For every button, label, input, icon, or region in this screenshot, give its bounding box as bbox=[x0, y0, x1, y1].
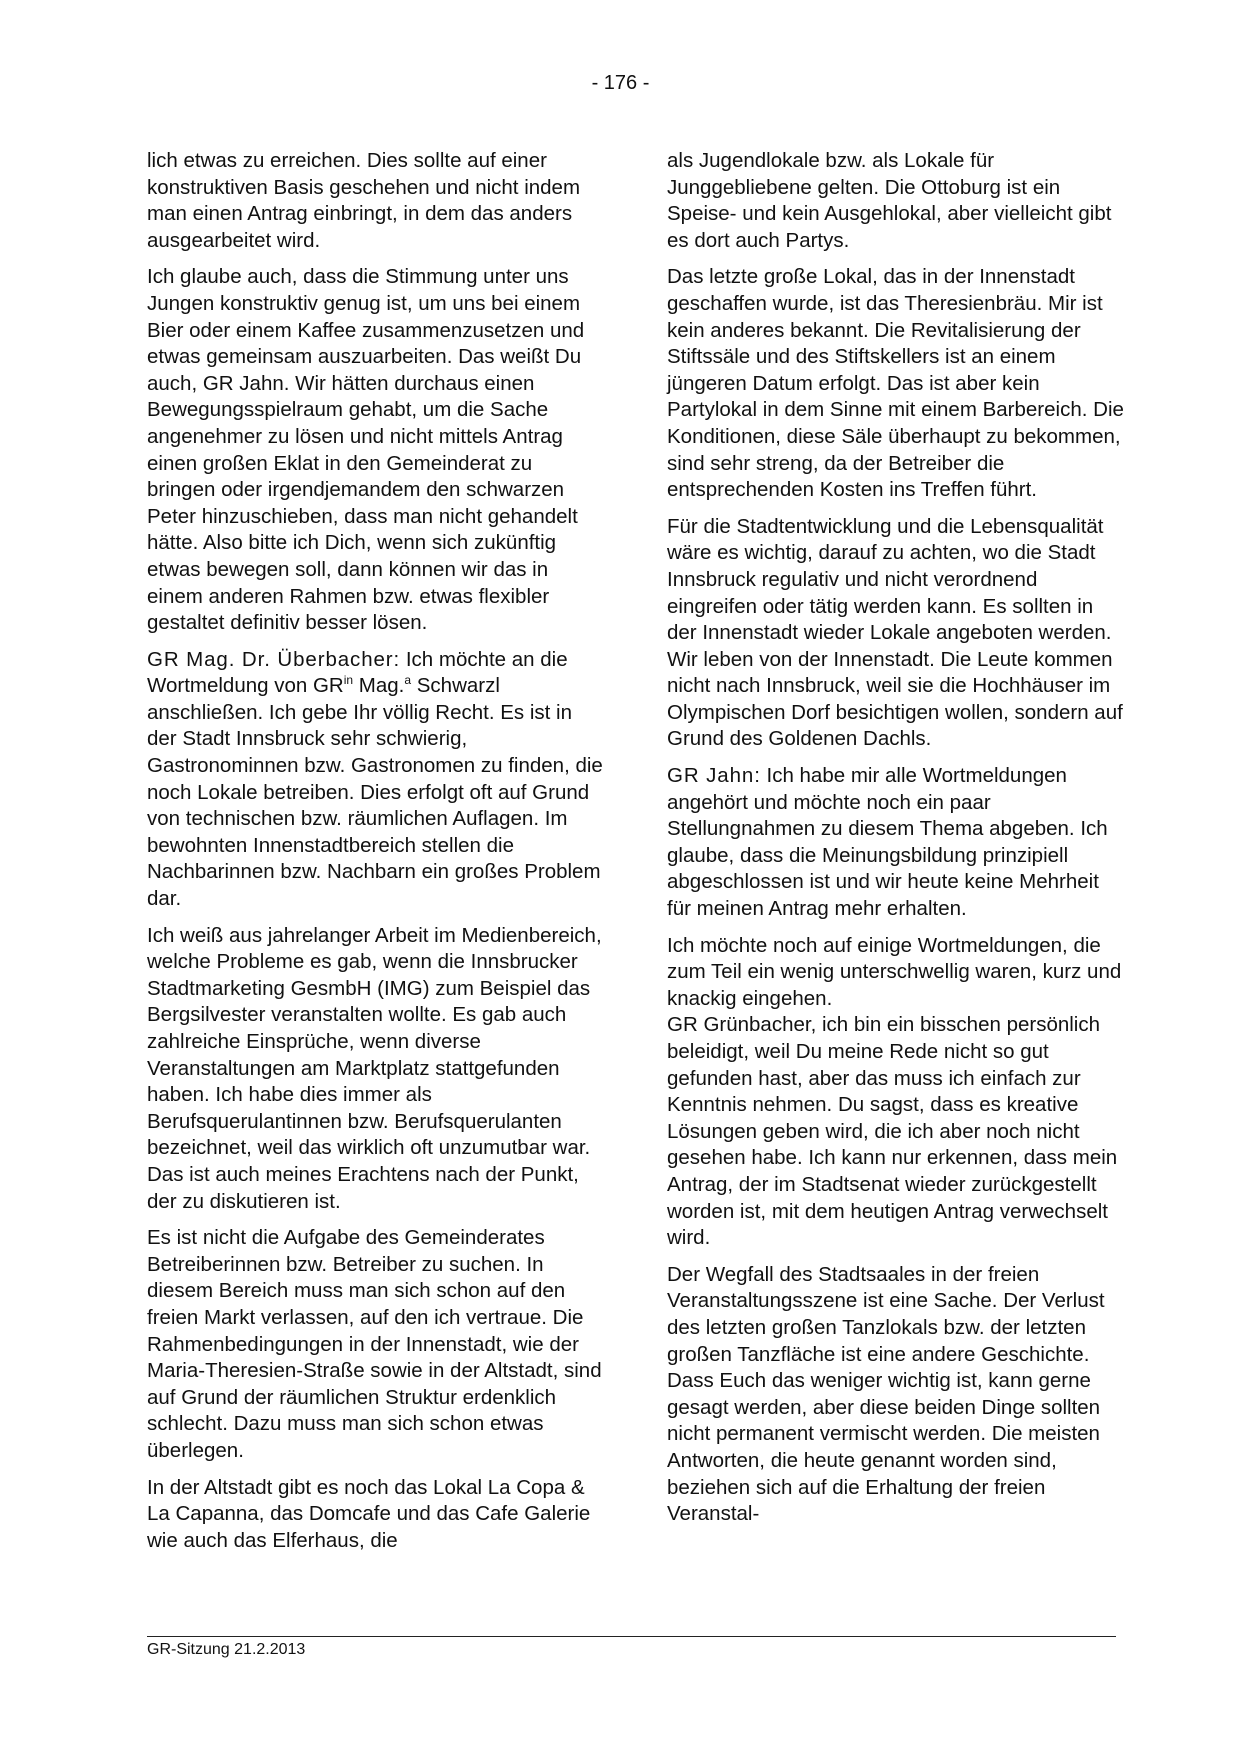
paragraph: als Jugendlokale bzw. als Lokale für Junggebliebene gelten. Die Ottoburg ist ein Speise- und kein Ausgehlokal, aber vielleicht gibt es dort auch Partys. bbox=[667, 149, 1112, 252]
page-number: - 176 - bbox=[591, 72, 650, 94]
paragraph: Das letzte große Lokal, das in der Innenstadt geschaffen wurde, ist das Theresienbräu. Mir ist kein anderes bekannt. Die Revitalisierung der Stiftssäle und des Stiftskellers ist an einem jüngeren Datum erfolgt. Das ist aber kein Partylokal in dem Sinne mit einem Barbereich. Die Konditionen, diese Säle überhaupt zu bekommen, sind sehr streng, da der Betreiber die entsprechenden Kosten ins Treffen führt. bbox=[667, 265, 1124, 502]
footer-session-label: GR-Sitzung 21.2.2013 bbox=[147, 1641, 306, 1658]
paragraph bbox=[667, 933, 1127, 1252]
paragraph: In der Altstadt gibt es noch das Lokal La Copa & La Capanna, das Domcafe und das Cafe Galerie wie auch das Elferhaus, die bbox=[147, 1475, 591, 1552]
paragraph: Für die Stadtentwicklung und die Lebensqualität wäre es wichtig, darauf zu achten, wo die Stadt Innsbruck regulativ und nicht verordnend eingreifen oder tätig werden kann. Es sollten in der Innenstadt wieder Lokale angeboten werden. Wir leben von der Innenstadt. Die Leute kommen nicht nach Innsbruck, weil sie die Hochhäuser im Olympischen Dorf besichtigen wollen, sondern auf Grund des Goldenen Dachls. bbox=[667, 514, 1123, 751]
paragraph-text: Mag. bbox=[353, 674, 405, 698]
speaker-name: GR Mag. Dr. Überbacher: bbox=[147, 647, 401, 671]
paragraph bbox=[147, 647, 603, 913]
paragraph-text: Ich möchte an die Wortmeldung von GR bbox=[147, 647, 568, 698]
paragraph: Der Wegfall des Stadtsaales in der freien Veranstaltungsszene ist eine Sache. Der Verlust des letzten großen Tanzlokals bzw. der letzten großen Tanzfläche ist eine andere Geschichte. Dass Euch das weniger wichtig ist, kann gerne gesagt werden, aber diese beiden Dinge sollten nicht permanent vermischt werden. Die meisten Antworten, die heute genannt worden sind, beziehen sich auf die Erhaltung der freien Veranstal- bbox=[667, 1262, 1105, 1526]
paragraph-text: GR Grünbacher, ich bin ein bisschen persönlich beleidigt, weil Du meine Rede nicht so gut gefunden hast, aber das muss ich einfach zur Kenntnis nehmen. Du sagst, dass es kreative Lösungen geben wird, die ich aber noch nicht gesehen habe. Ich kann nur erkennen, dass mein Antrag, der im Stadtsenat wieder zurückgestellt worden ist, mit dem heutigen Antrag verwechselt wird. bbox=[667, 1013, 1118, 1250]
paragraph-text: Ich habe mir alle Wortmeldungen angehört und möchte noch ein paar Stellungnahmen zu diesem Thema abgeben. Ich glaube, dass die Meinungsbildung prinzipiell abgeschlossen ist und wir heute keine Mehrheit für meinen Antrag mehr erhalten. bbox=[667, 764, 1108, 921]
paragraph: Ich glaube auch, dass die Stimmung unter uns Jungen konstruktiv genug ist, um uns bei einem Bier oder einem Kaffee zusammenzusetzen und etwas gemeinsam auszuarbeiten. Das weißt Du auch, GR Jahn. Wir hätten durchaus einen Bewegungsspielraum gehabt, um die Sache angenehmer zu lösen und nicht mittels Antrag einen großen Eklat in den Gemeinderat zu bringen oder irgendjemandem den schwarzen Peter hinzuschieben, dass man nicht gehandelt hätte. Also bitte ich Dich, wenn sich zukünftig etwas bewegen soll, dann können wir das in einem anderen Rahmen bzw. etwas flexibler gestaltet definitiv besser lösen. bbox=[147, 265, 585, 635]
right-column bbox=[667, 148, 1127, 1538]
paragraph-text: Schwarzl anschließen. Ich gebe Ihr völlig Recht. Es ist in der Stadt Innsbruck sehr schwierig, Gastronominnen bzw. Gastronomen zu finden, die noch Lokale betreiben. Dies erfolgt oft auf Grund von technischen bzw. räumlichen Auflagen. Im bewohnten Innenstadtbereich stellen die Nachbarinnen bzw. Nachbarn ein großes Problem dar. bbox=[147, 674, 603, 911]
superscript: in bbox=[343, 673, 354, 688]
paragraph: lich etwas zu erreichen. Dies sollte auf einer konstruktiven Basis geschehen und nicht indem man einen Antrag einbringt, in dem das anders ausgearbeitet wird. bbox=[147, 149, 581, 252]
paragraph: Ich weiß aus jahrelanger Arbeit im Medienbereich, welche Probleme es gab, wenn die Innsbrucker Stadtmarketing GesmbH (IMG) zum Beispiel das Bergsilvester veranstalten wollte. Es gab auch zahlreiche Einsprüche, wenn diverse Veranstaltungen am Marktplatz stattgefunden haben. Ich habe dies immer als Berufsquerulantinnen bzw. Berufsquerulanten bezeichnet, weil das wirklich oft unzumutbar war. Das ist auch meines Erachtens nach der Punkt, der zu diskutieren ist. bbox=[147, 923, 602, 1213]
superscript: a bbox=[404, 673, 412, 688]
paragraph: Es ist nicht die Aufgabe des Gemeinderates Betreiberinnen bzw. Betreiber zu suchen. In diesem Bereich muss man sich schon auf den freien Markt verlassen, auf den ich vertraue. Die Rahmenbedingungen in der Innenstadt, wie der Maria-Theresien-Straße sowie in der Altstadt, sind auf Grund der räumlichen Struktur erdenklich schlecht. Dazu muss man sich schon etwas überlegen. bbox=[147, 1226, 602, 1462]
paragraph bbox=[667, 763, 1127, 923]
paragraph-text: Ich möchte noch auf einige Wortmeldungen, die zum Teil ein wenig unterschwellig waren, kurz und knackig eingehen. bbox=[667, 933, 1122, 1010]
speaker-name: GR Jahn: bbox=[667, 764, 761, 788]
footer-divider bbox=[147, 1636, 1116, 1637]
left-column bbox=[147, 148, 603, 1564]
